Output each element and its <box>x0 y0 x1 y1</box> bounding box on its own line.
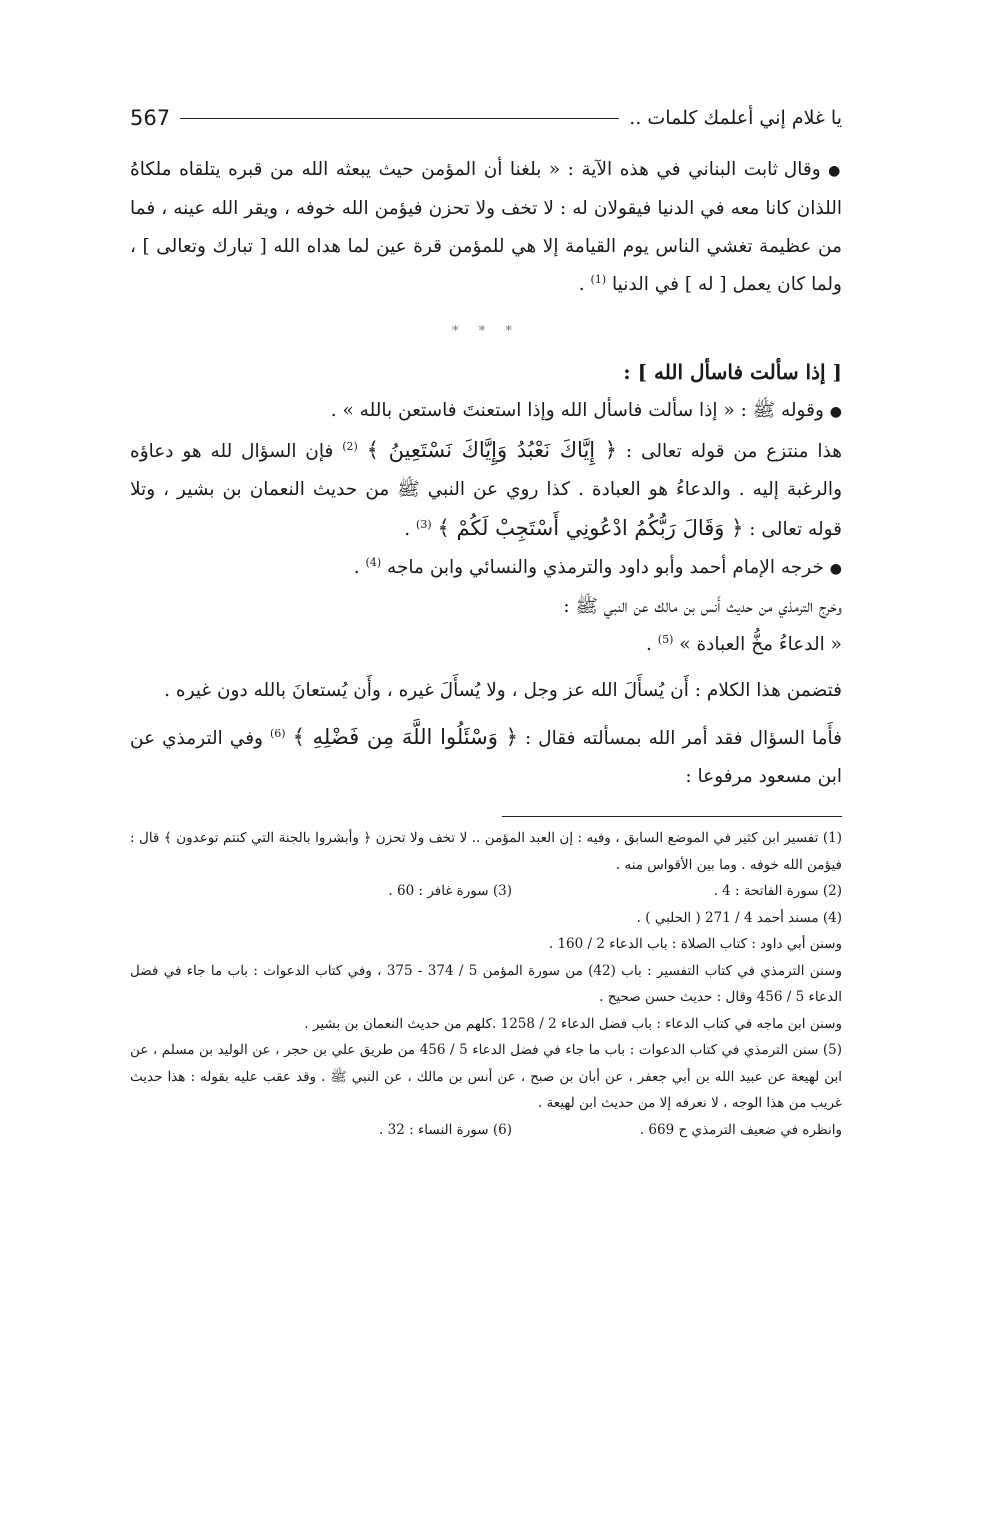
footnote: وسنن أبي داود : كتاب الصلاة : باب الدعاء 2 / 160 . <box>548 936 842 952</box>
quran-verse: ﴿ إِيَّاكَ نَعْبُدُ وَإِيَّاكَ نَسْتَعِينُ ﴾ <box>366 438 618 462</box>
footnote: وسنن الترمذي في كتاب التفسير : باب (42) من سورة المؤمن 5 / 374 - 375 ، وفي كتاب الدعوات : باب ما جاء في فضل الدعاء 5 / 456 وقال : حديث حسن صحيح . <box>130 962 842 1005</box>
footnote: (1) تفسير ابن كثير في الموضع السابق ، وفيه : إن العبد المؤمن .. لا تخف ولا تحزن ﴿ وأبشروا بالجنة التي كنتم توعدون ﴾ قال : فيؤمن الله خوفه . وما بين الأقواس منه . <box>130 830 842 873</box>
paragraph: ● خرجه الإمام أحمد وأبو داود والترمذي والنسائي وابن ماجه $^{(4)}$ . <box>353 555 842 578</box>
footnote-pair <box>130 878 842 905</box>
header-rule <box>180 118 619 119</box>
footnote: (6) سورة النساء : 32 . <box>379 1121 512 1138</box>
running-title: يا غلام إني أعلمك كلمات .. <box>629 107 842 129</box>
footnote-ref[interactable]: (3) <box>416 517 432 531</box>
section-heading: [ إذا سألت فاسأل الله ] : <box>623 360 842 384</box>
footnote: (5) سنن الترمذي في كتاب الدعوات : باب ما جاء في فضل الدعاء 5 / 456 من طريق علي بن حجر ، عن الوليد بن مسلم ، عن ابن لهيعة عن عبيد الله بن أبي جعفر ، عن أبان بن صبح ، عن أنس بن مالك ، عن النبي ﷺ . وقد عقب عليه بقوله : هذا حديث غريب من هذا الوجه ، لا نعرفه إلا من حديث ابن لهيعة . <box>130 1042 842 1111</box>
page-header <box>130 95 842 141</box>
paragraph: فأَما السؤال فقد أمر الله بمسألته فقال : ﴿ وَسْئَلُوا اللَّهَ مِن فَضْلِهِ ﴾ $^{(6)}$ وفي الترمذي عن ابن مسعود مرفوعا : <box>130 725 842 787</box>
quran-verse: ﴿ وَسْئَلُوا اللَّهَ مِن فَضْلِهِ ﴾ <box>292 725 518 749</box>
footnote-separator <box>502 816 842 817</box>
main-text <box>130 151 842 796</box>
quran-verse: ﴿ وَقَالَ رَبُّكُمُ ادْعُونِي أَسْتَجِبْ لَكُمْ ﴾ <box>437 516 744 540</box>
paragraph: « الدعاءُ مخُّ العبادة » $^{(5)}$ . <box>646 632 842 655</box>
bullet-icon: ● <box>829 561 842 577</box>
paragraph: وخرج الترمذي من حديث أَنس بن مالك عن النبي ﷺ : <box>563 596 842 617</box>
footnotes <box>130 825 842 1143</box>
footnote-ref[interactable]: (5) <box>657 632 674 646</box>
footnote: وسنن ابن ماجه في كتاب الدعاء : باب فضل الدعاء 2 / 1258 .كلهم من حديث النعمان بن بشير . <box>304 1015 842 1032</box>
book-page <box>130 95 842 1143</box>
section-divider: * * * <box>452 324 520 339</box>
footnote: (3) سورة غافر : 60 . <box>388 883 512 899</box>
footnote-pair <box>130 1117 842 1144</box>
page-number: 567 <box>130 106 171 130</box>
footnote-ref[interactable]: (2) <box>342 439 358 453</box>
footnote: (4) مسند أحمد 4 / 271 ( الحلبي ) . <box>636 909 842 926</box>
footnote: وانظره في ضعيف الترمذي ح 669 . <box>639 1121 842 1138</box>
paragraph: ● وقال ثابت البناني في هذه الآية : « بلغنا أن المؤمن حيث يبعثه الله من قبره يتلقاه ملكاهُ اللذان كانا معه في الدنيا فيقولان له : لا تخف ولا تحزن فيؤمن الله خوفه ، ويقر الله عينه ، فما من عظيمة تغشي الناس يوم القيامة إلا هي للمؤمن قرة عين لما هداه الله [ تبارك وتعالى ] ، ولما كان يعمل [ له ] في الدنيا $^{(1)}$ . <box>130 159 843 295</box>
paragraph: فتضمن هذا الكلام : أَن يُسأَلَ الله عز وجل ، ولا يُسأَلَ غيره ، وأَن يُستعانَ بالله دون غيره . <box>164 680 842 701</box>
paragraph: ● وقوله ﷺ : « إذا سألت فاسأل الله وإذا استعنتَ فاستعن بالله » . <box>330 400 842 421</box>
paragraph: هذا منتزع من قوله تعالى : ﴿ إِيَّاكَ نَعْبُدُ وَإِيَّاكَ نَسْتَعِينُ ﴾ $^{(2)}$ فإن السؤال لله هو دعاؤه والرغبة إليه . والدعاءُ هو العبادة . كذا روي عن النبي ﷺ من حديث النعمان بن بشير ، وتلا قوله تعالى : ﴿ وَقَالَ رَبُّكُمُ ادْعُونِي أَسْتَجِبْ لَكُمْ ﴾ $^{(3)}$ . <box>130 438 842 540</box>
bullet-icon: ● <box>828 163 843 179</box>
footnote-ref[interactable]: (4) <box>365 555 382 569</box>
footnote: (2) سورة الفاتحة : 4 . <box>713 883 842 899</box>
footnote-ref[interactable]: (1) <box>590 272 607 286</box>
bullet-icon: ● <box>829 404 842 420</box>
footnote-ref[interactable]: (6) <box>269 726 286 740</box>
